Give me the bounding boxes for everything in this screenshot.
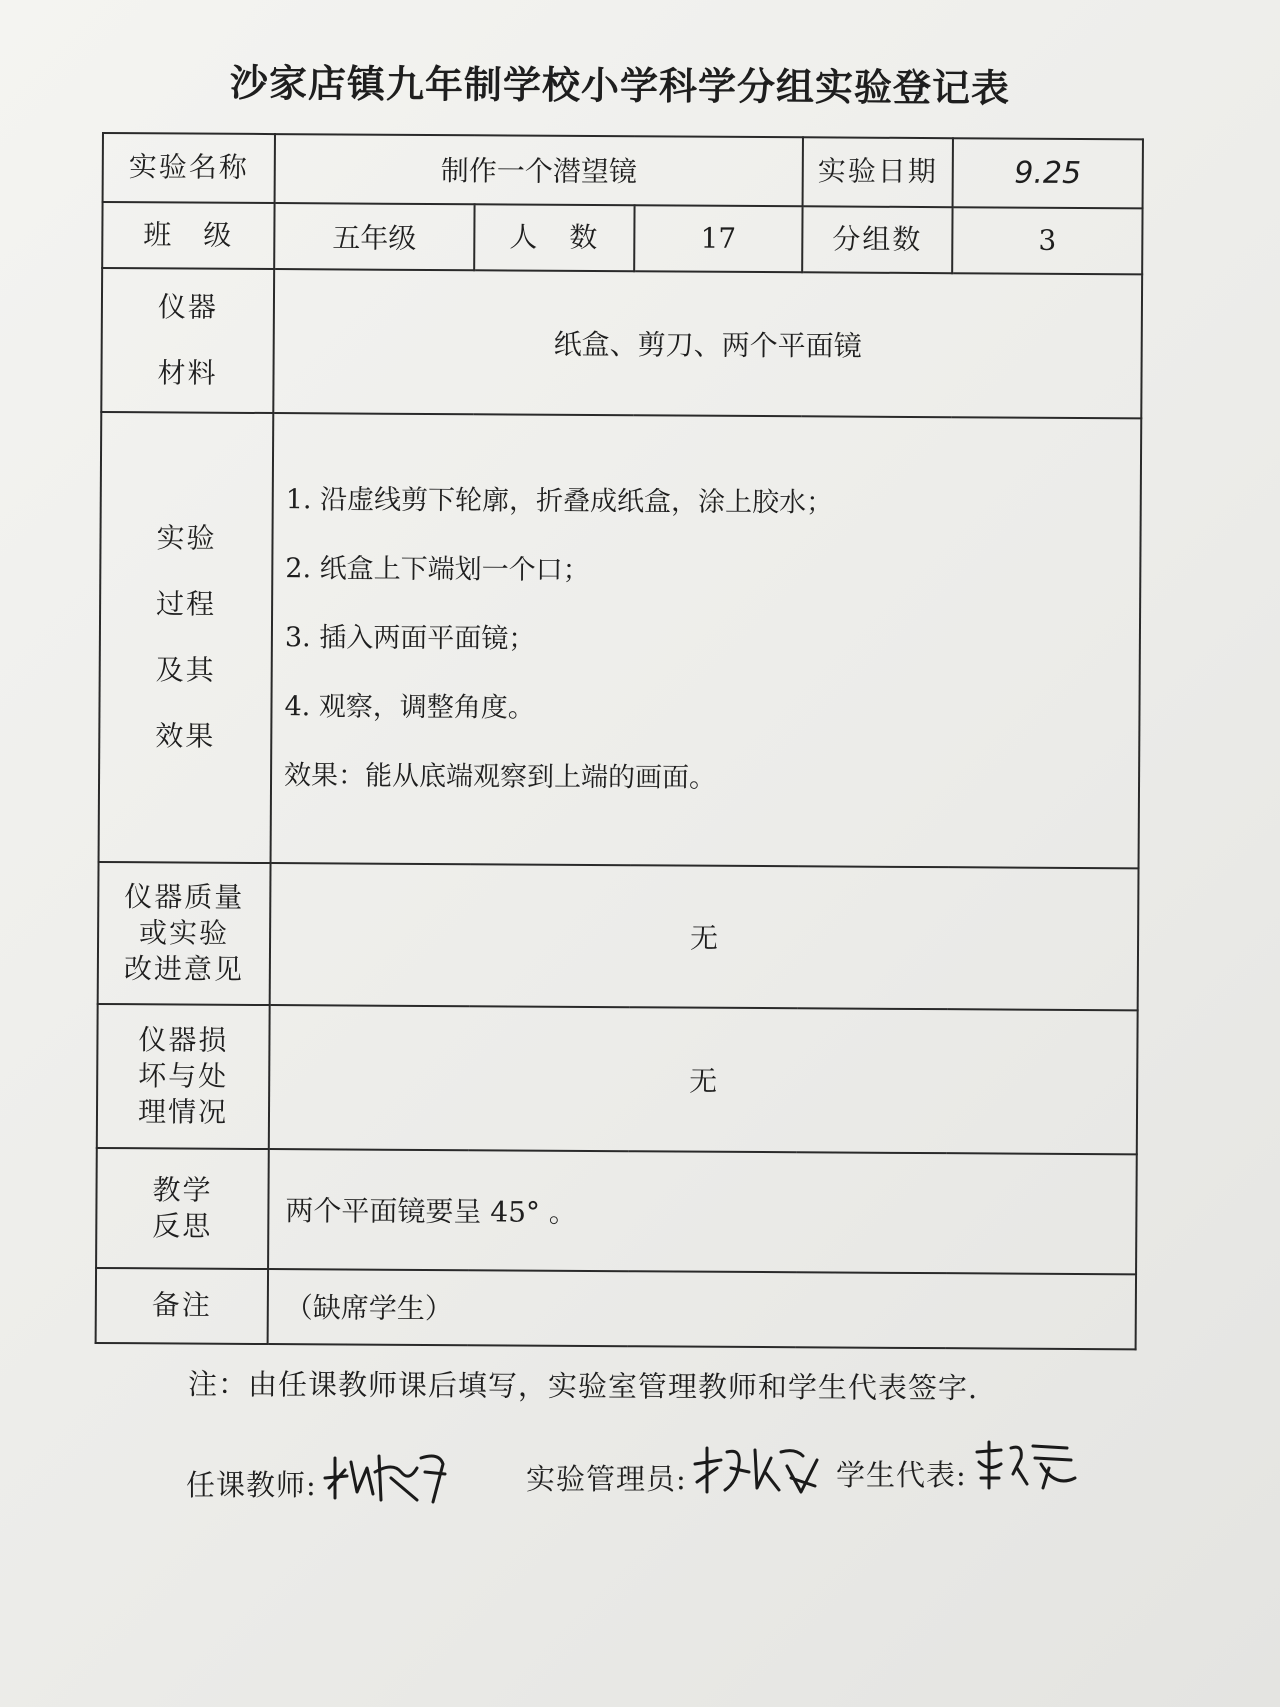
class-label: 班 级 — [102, 202, 274, 270]
process-step: 2. 纸盒上下端划一个口； — [285, 553, 590, 587]
damage-label-line: 理情况 — [137, 1094, 229, 1129]
row-class-info — [102, 202, 1142, 275]
quality-label-line: 仪器质量 — [124, 880, 245, 915]
damage-label — [97, 1004, 270, 1149]
process-label-line: 实验 — [156, 521, 217, 555]
experiment-name-value: 制作一个潜望镜 — [275, 134, 803, 206]
experiment-date-label: 实验日期 — [803, 137, 953, 207]
materials-label-line: 仪器 — [157, 290, 219, 324]
teacher-label: 任课教师: — [186, 1468, 317, 1502]
row-process — [99, 412, 1142, 869]
process-label-line: 效果 — [155, 719, 216, 753]
row-damage — [97, 1004, 1138, 1154]
process-label — [99, 412, 274, 864]
experiment-date-value: 9.25 — [953, 138, 1143, 208]
student-signature — [971, 1438, 1081, 1494]
student-label: 学生代表: — [836, 1458, 967, 1492]
process-step: 1. 沿虚线剪下轮廓，折叠成纸盒，涂上胶水； — [285, 484, 834, 519]
quality-label — [98, 862, 271, 1005]
damage-value: 无 — [269, 1005, 1138, 1154]
materials-value: 纸盒、剪刀、两个平面镜 — [273, 269, 1142, 418]
teacher-signature-block — [186, 1438, 453, 1504]
process-steps — [271, 413, 1142, 869]
signature-line — [186, 1438, 1186, 1508]
quality-label-line: 改进意见 — [123, 952, 244, 986]
process-effect: 效果：能从底端观察到上端的画面。 — [283, 760, 717, 795]
admin-signature-block — [526, 1438, 821, 1498]
row-remarks — [96, 1268, 1136, 1350]
process-label-line: 及其 — [155, 653, 216, 687]
reflection-label-line: 教学 — [152, 1173, 213, 1207]
experiment-name-label: 实验名称 — [103, 133, 275, 203]
remarks-value: （缺席学生） — [268, 1269, 1136, 1349]
group-count-value: 3 — [952, 207, 1142, 275]
footer-note: 注：由任课教师课后填写，实验室管理教师和学生代表签字. — [187, 1367, 979, 1406]
reflection-label — [96, 1148, 269, 1269]
student-count-label: 人 数 — [474, 204, 634, 271]
reflection-value: 两个平面镜要呈 45° 。 — [268, 1149, 1137, 1274]
row-quality — [98, 862, 1139, 1010]
row-reflection — [96, 1148, 1137, 1275]
admin-label: 实验管理员: — [526, 1462, 687, 1496]
process-step: 3. 插入两面平面镜； — [284, 622, 536, 656]
process-step: 4. 观察，调整角度。 — [284, 691, 535, 725]
admin-signature — [691, 1438, 821, 1498]
damage-label-line: 仪器损 — [138, 1023, 229, 1057]
teacher-signature — [321, 1438, 453, 1504]
student-signature-block — [836, 1438, 1081, 1494]
quality-label-line: 或实验 — [138, 916, 230, 950]
remarks-label: 备注 — [96, 1268, 268, 1344]
group-count-label: 分组数 — [802, 206, 952, 273]
damage-label-line: 坏与处 — [138, 1059, 229, 1093]
row-materials — [101, 268, 1142, 418]
page-title: 沙家店镇九年制学校小学科学分组实验登记表 — [229, 61, 1011, 111]
row-experiment-name — [103, 133, 1143, 208]
quality-value: 无 — [270, 863, 1139, 1010]
materials-label-line: 材料 — [157, 356, 218, 390]
class-value: 五年级 — [274, 203, 474, 271]
process-label-line: 过程 — [156, 587, 217, 621]
materials-label — [101, 268, 274, 412]
student-count-value: 17 — [634, 205, 802, 273]
reflection-label-line: 反思 — [152, 1209, 213, 1243]
registration-table — [95, 132, 1144, 1350]
